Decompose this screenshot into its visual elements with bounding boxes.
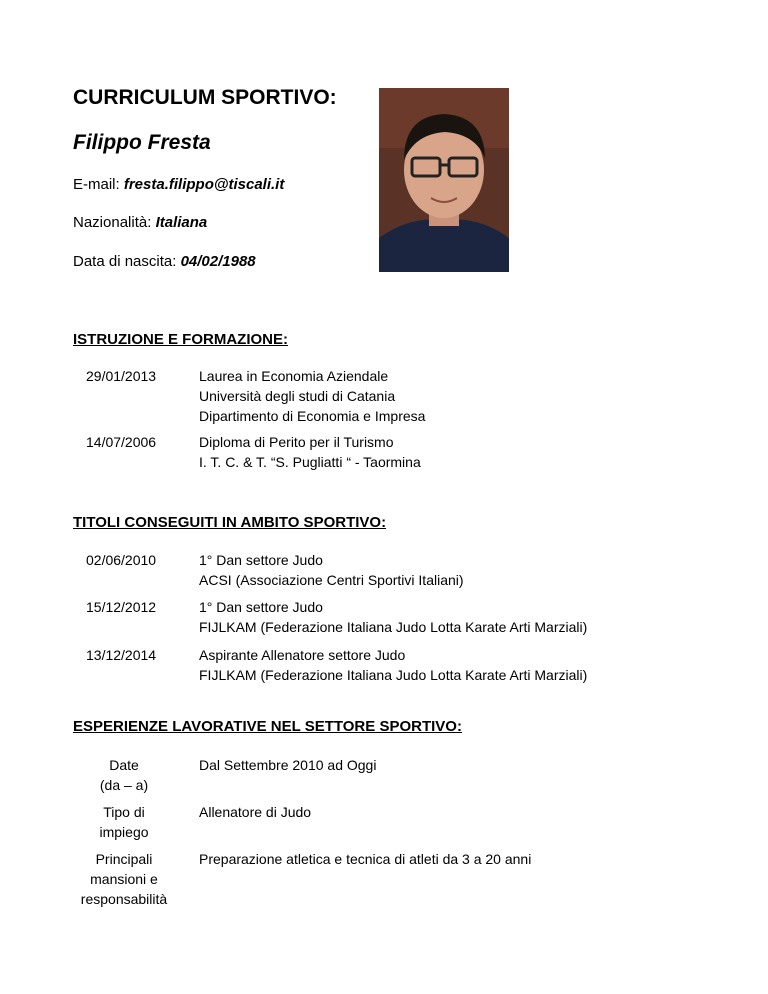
title-line: Aspirante Allenatore settore Judo [199,647,406,663]
person-name: Filippo Fresta [73,131,211,154]
education-line: Diploma di Perito per il Turismo [199,434,394,450]
document-title: CURRICULUM SPORTIVO: [73,86,337,109]
experience-label-line: (da – a) [99,777,149,793]
experience-value: Preparazione atletica e tecnica di atleti da 3 a 20 anni [199,851,532,867]
profile-photo [379,88,509,272]
experience-label-line: impiego [99,824,149,840]
education-line: Dipartimento di Economia e Impresa [199,408,426,424]
experience-label [64,802,184,842]
experience-label [64,849,184,909]
title-date: 15/12/2012 [86,599,157,615]
nationality-row [73,214,207,231]
title-description [199,597,587,637]
email-label: E-mail: [73,176,120,193]
education-line: I. T. C. & T. “S. Pugliatti “ - Taormina [199,454,421,470]
experience-label-line: mansioni e [90,871,158,887]
experience-label-line: Principali [95,851,153,867]
experience-label-line: Date [109,757,139,773]
nationality-value: Italiana [155,214,208,231]
education-heading: ISTRUZIONE E FORMAZIONE: [73,331,288,348]
title-line: 1° Dan settore Judo [199,599,323,615]
education-date: 29/01/2013 [86,368,157,384]
education-date: 14/07/2006 [86,434,157,450]
experience-value: Allenatore di Judo [199,804,312,820]
title-line: FIJLKAM (Federazione Italiana Judo Lotta Karate Arti Marziali) [199,619,588,635]
education-line: Università degli studi di Catania [199,388,396,404]
birth-value: 04/02/1988 [180,253,256,270]
titles-heading: TITOLI CONSEGUITI IN AMBITO SPORTIVO: [73,514,387,531]
title-date: 02/06/2010 [86,552,157,568]
experience-heading: ESPERIENZE LAVORATIVE NEL SETTORE SPORTIVO: [73,718,462,735]
education-description [199,366,425,426]
title-date: 13/12/2014 [86,647,157,663]
experience-label-line: responsabilità [80,891,168,907]
birth-row [73,253,256,270]
title-line: FIJLKAM (Federazione Italiana Judo Lotta Karate Arti Marziali) [199,667,588,683]
email-value: fresta.filippo@tiscali.it [123,176,285,193]
nationality-label: Nazionalità: [73,214,152,231]
experience-label-line: Tipo di [103,804,145,820]
birth-label: Data di nascita: [73,253,177,270]
title-description [199,645,587,685]
title-line: 1° Dan settore Judo [199,552,323,568]
education-line: Laurea in Economia Aziendale [199,368,389,384]
education-description [199,432,421,472]
title-line: ACSI (Associazione Centri Sportivi Italiani) [199,572,464,588]
title-description [199,550,464,590]
experience-label [64,755,184,795]
email-row [73,176,284,193]
experience-value: Dal Settembre 2010 ad Oggi [199,757,377,773]
